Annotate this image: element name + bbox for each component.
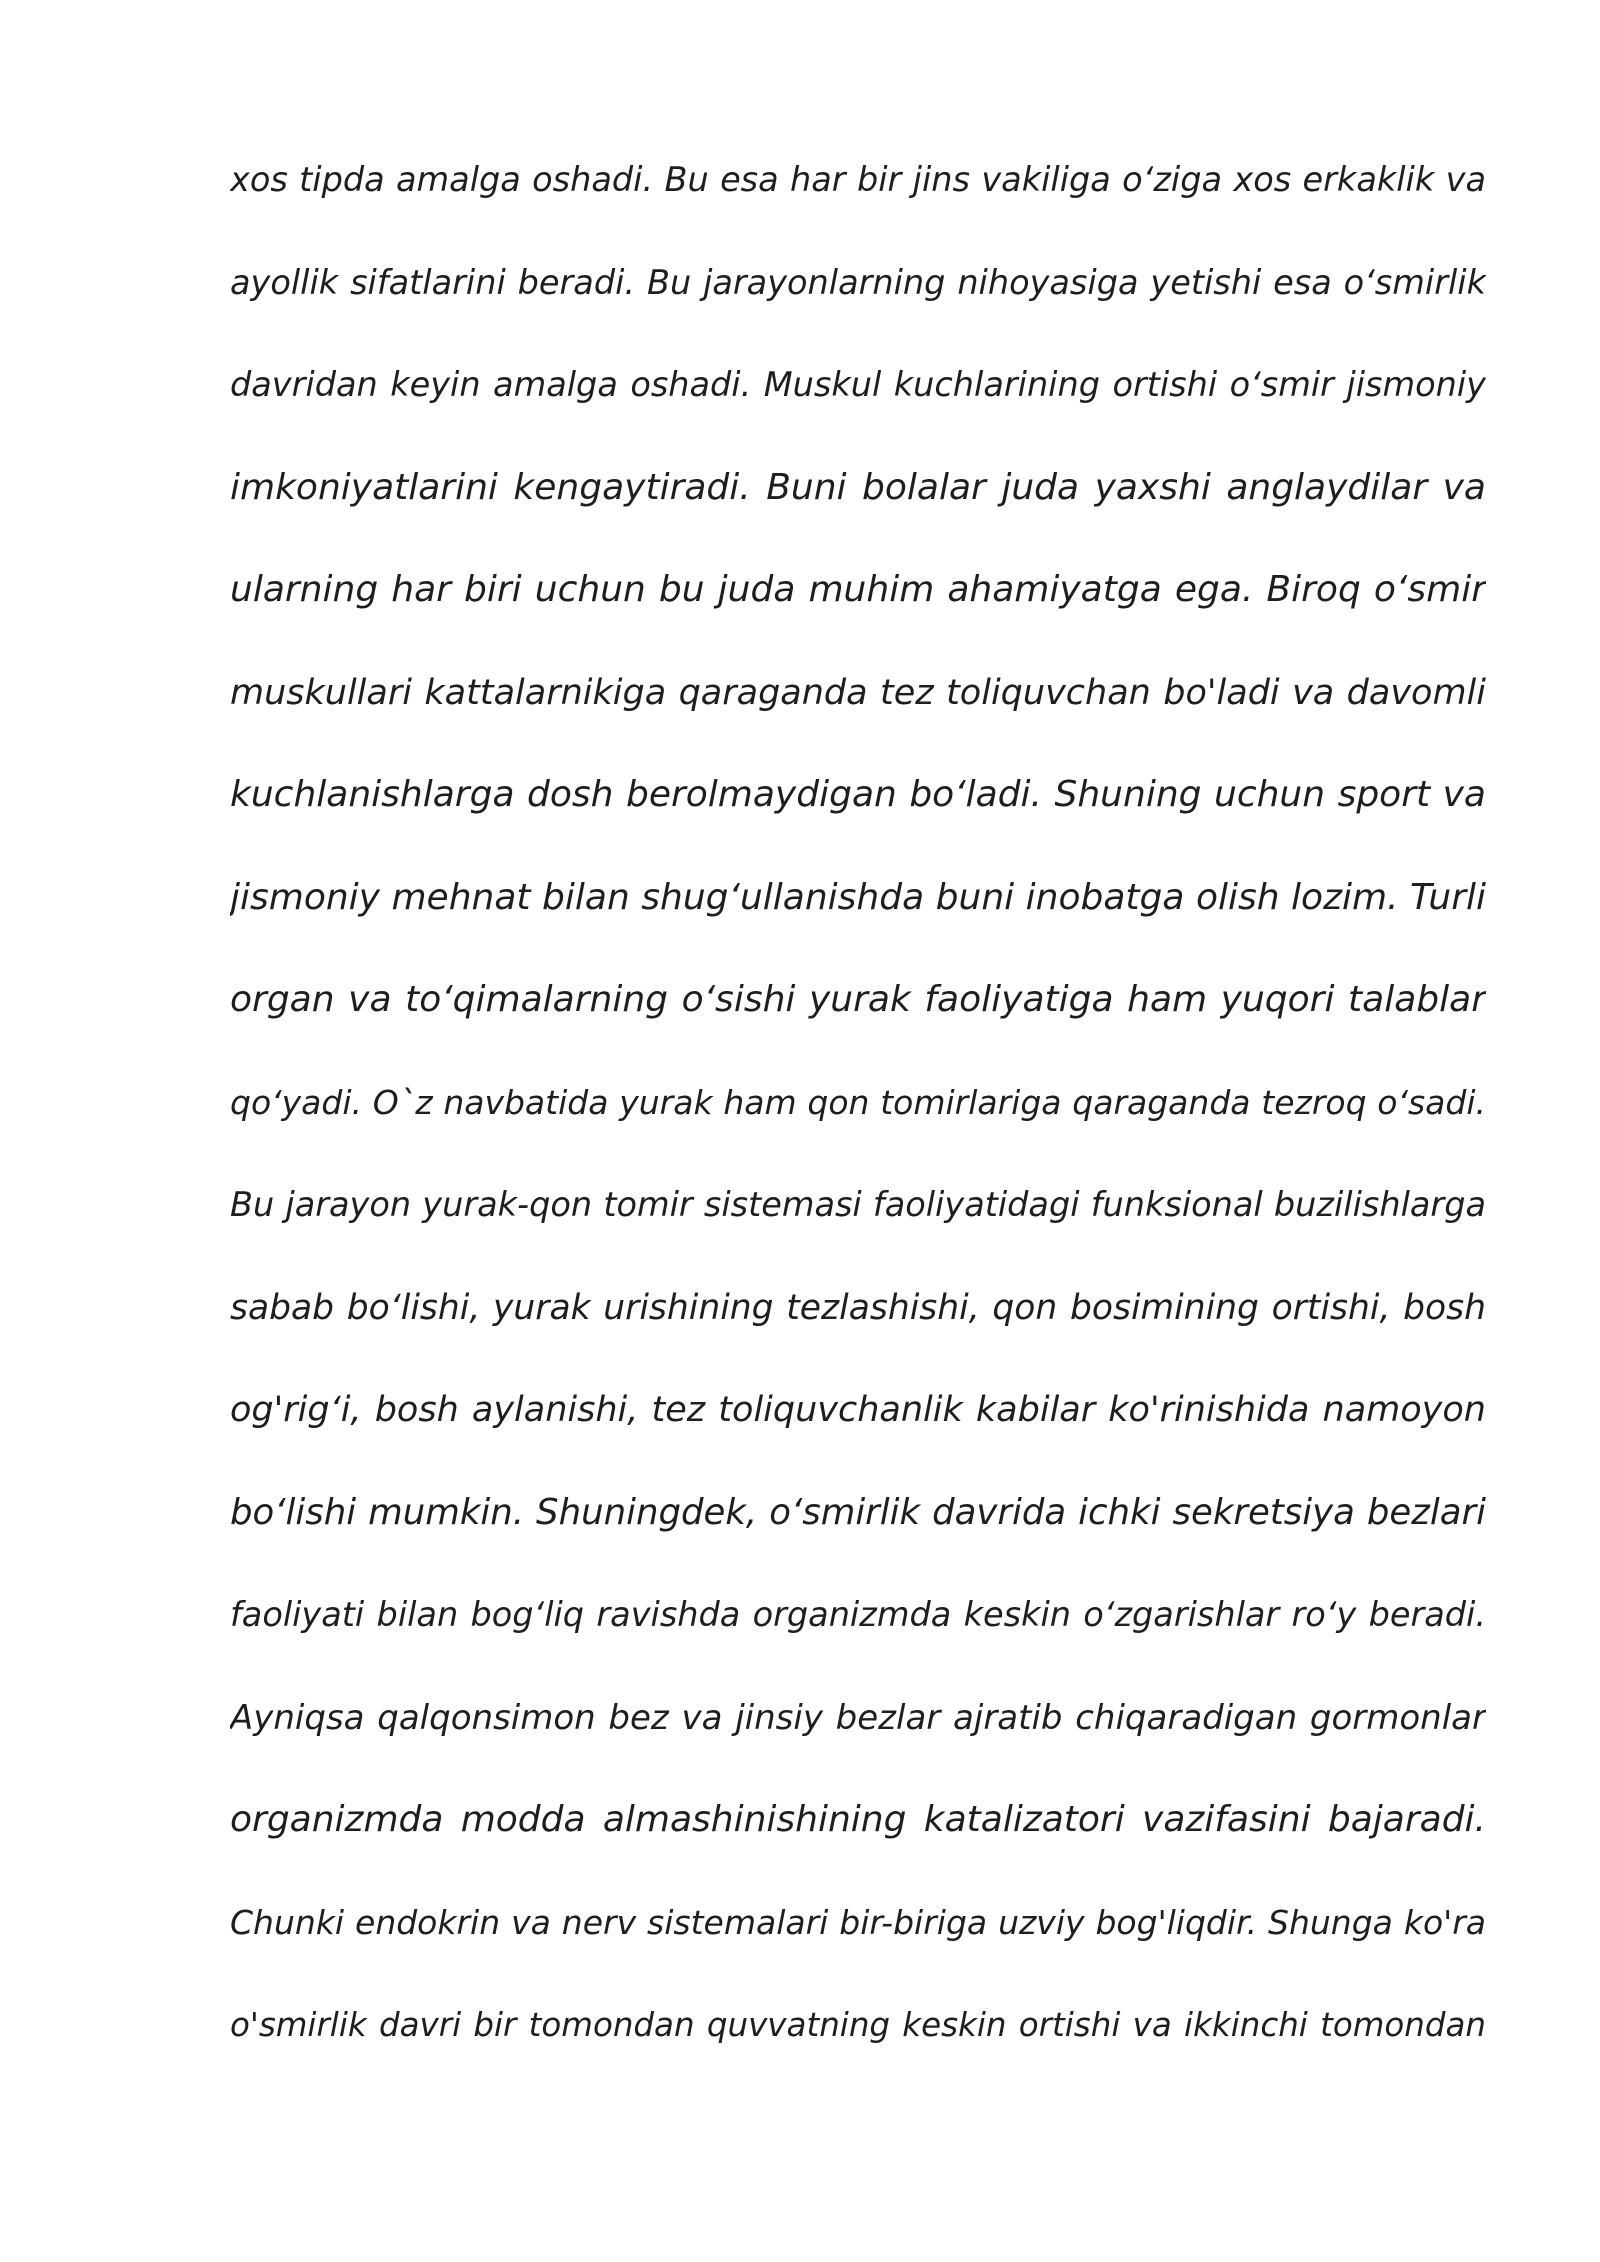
text-line: organ va to‘qimalarning o‘sishi yurak faoliyatiga ham yuqori talablar xyxy=(230,979,1486,1020)
text-line: imkoniyatlarini kengaytiradi. Buni bolalar juda yaxshi anglaydilar va xyxy=(230,466,1486,508)
text-line: jismoniy mehnat bilan shug‘ullanishda buni inobatga olish lozim. Turli xyxy=(230,876,1486,918)
text-line: ularning har biri uchun bu juda muhim ahamiyatga ega. Biroq o‘smir xyxy=(230,569,1486,610)
text-line: bo‘lishi mumkin. Shuningdek, o‘smirlik davrida ichki sekretsiya bezlari xyxy=(230,1491,1486,1533)
text-line: Bu jarayon yurak-qon tomir sistemasi faoliyatidagi funksional buzilishlarga xyxy=(230,1185,1486,1224)
text-line: og'rig‘i, bosh aylanishi, tez toliquvchanlik kabilar ko'rinishida namoyon xyxy=(230,1390,1486,1430)
text-line: davridan keyin amalga oshadi. Muskul kuchlarining ortishi o‘smir jismoniy xyxy=(230,365,1486,404)
body-text xyxy=(230,148,1486,2096)
text-line: Chunki endokrin va nerv sistemalari bir-biriga uzviy bog'liqdir. Shunga ko'ra xyxy=(230,1902,1486,1942)
text-line: Ayniqsa qalqonsimon bez va jinsiy bezlar ajratib chiqaradigan gormonlar xyxy=(230,1697,1486,1738)
text-line: sabab bo‘lishi, yurak urishining tezlashishi, qon bosimining ortishi, bosh xyxy=(230,1287,1486,1328)
text-line: kuchlanishlarga dosh berolmaydigan bo‘ladi. Shuning uchun sport va xyxy=(230,774,1486,815)
text-line: faoliyati bilan bog‘liq ravishda organizmda keskin o‘zgarishlar ro‘y beradi. xyxy=(230,1595,1486,1634)
text-line: o'smirlik davri bir tomondan quvvatning keskin ortishi va ikkinchi tomondan xyxy=(230,2006,1486,2044)
text-line: qo‘yadi. O`z navbatida yurak ham qon tomirlariga qaraganda tezroq o‘sadi. xyxy=(230,1082,1486,1122)
text-line: ayollik sifatlarini beradi. Bu jarayonlarning nihoyasiga yetishi esa o‘smirlik xyxy=(230,262,1486,302)
text-line: muskullari kattalarnikiga qaraganda tez toliquvchan bo'ladi va davomli xyxy=(230,672,1486,713)
text-line: xos tipda amalga oshadi. Bu esa har bir jins vakiliga o‘ziga xos erkaklik va xyxy=(230,160,1486,199)
text-line: organizmda modda almashinishining katalizatori vazifasini bajaradi. xyxy=(230,1799,1486,1840)
